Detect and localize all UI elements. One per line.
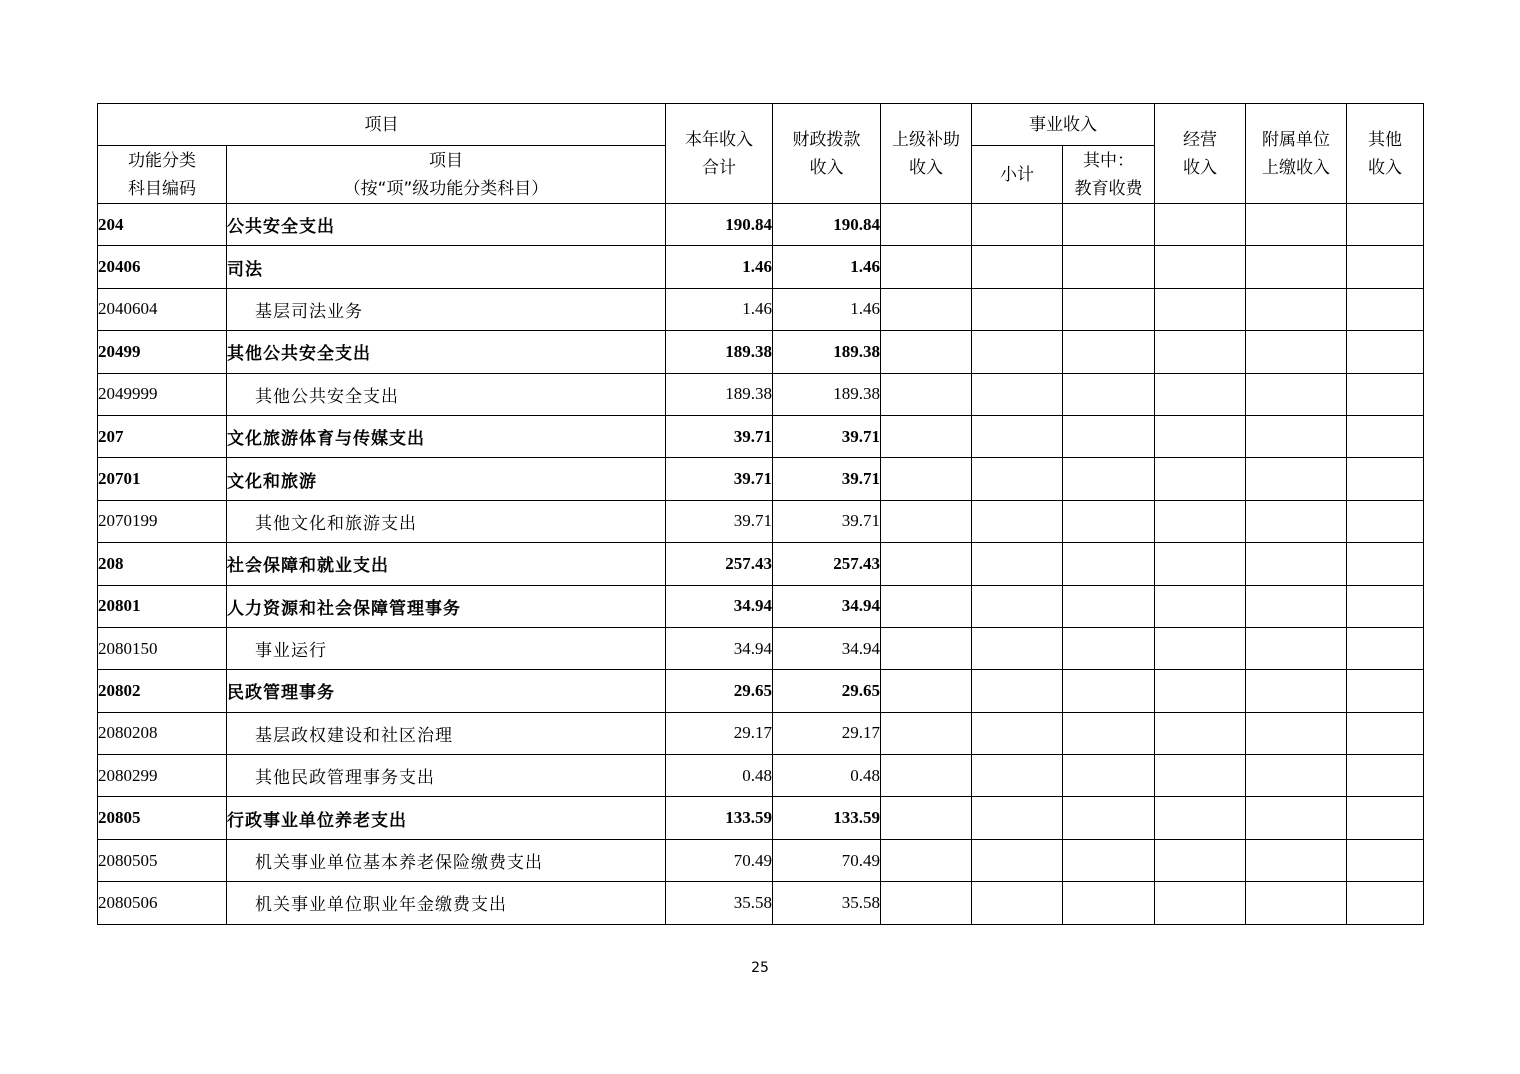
row-business-subtotal: [972, 204, 1063, 246]
row-name: 人力资源和社会保障管理事务: [227, 585, 666, 627]
row-superior: [881, 331, 972, 373]
row-fiscal: 35.58: [773, 882, 881, 924]
header-affiliated-line1: 附属单位: [1262, 129, 1330, 150]
row-fiscal: 34.94: [773, 585, 881, 627]
row-superior: [881, 755, 972, 797]
row-other: [1347, 712, 1424, 754]
row-affiliated: [1246, 712, 1347, 754]
row-affiliated: [1246, 288, 1347, 330]
row-operating: [1155, 204, 1246, 246]
row-other: [1347, 670, 1424, 712]
row-operating: [1155, 415, 1246, 457]
table-row: [98, 458, 1424, 500]
row-superior: [881, 797, 972, 839]
row-name: 社会保障和就业支出: [227, 543, 666, 585]
table-row: [98, 712, 1424, 754]
row-name: 其他公共安全支出: [227, 373, 666, 415]
table-row: [98, 543, 1424, 585]
row-affiliated: [1246, 458, 1347, 500]
row-business-subtotal: [972, 331, 1063, 373]
row-fiscal: 39.71: [773, 458, 881, 500]
row-name: 机关事业单位基本养老保险缴费支出: [227, 839, 666, 881]
row-operating: [1155, 670, 1246, 712]
row-code: 2049999: [98, 373, 227, 415]
row-superior: [881, 373, 972, 415]
row-affiliated: [1246, 839, 1347, 881]
header-total-line2: 合计: [702, 157, 736, 178]
header-item-line2: （按“项”级功能分类科目）: [343, 178, 549, 199]
row-operating: [1155, 458, 1246, 500]
row-business-edu: [1063, 288, 1155, 330]
row-other: [1347, 458, 1424, 500]
row-business-edu: [1063, 458, 1155, 500]
row-operating: [1155, 288, 1246, 330]
row-business-subtotal: [972, 543, 1063, 585]
header-other: [1347, 104, 1424, 204]
header-superior-line2: 收入: [909, 157, 943, 178]
row-business-edu: [1063, 882, 1155, 924]
row-affiliated: [1246, 543, 1347, 585]
row-other: [1347, 797, 1424, 839]
table-row: [98, 670, 1424, 712]
row-name: 文化和旅游: [227, 458, 666, 500]
row-name: 事业运行: [227, 627, 666, 669]
row-operating: [1155, 543, 1246, 585]
header-edu: [1063, 146, 1155, 204]
row-code: 2070199: [98, 500, 227, 542]
row-other: [1347, 755, 1424, 797]
row-name: 民政管理事务: [227, 670, 666, 712]
row-fiscal: 34.94: [773, 627, 881, 669]
row-code: 20499: [98, 331, 227, 373]
row-other: [1347, 500, 1424, 542]
row-operating: [1155, 246, 1246, 288]
row-business-subtotal: [972, 415, 1063, 457]
row-total: 189.38: [666, 373, 773, 415]
row-business-edu: [1063, 415, 1155, 457]
row-operating: [1155, 500, 1246, 542]
table-row: [98, 246, 1424, 288]
row-code: 20406: [98, 246, 227, 288]
table-row: [98, 839, 1424, 881]
row-business-edu: [1063, 373, 1155, 415]
row-operating: [1155, 585, 1246, 627]
row-superior: [881, 458, 972, 500]
row-business-subtotal: [972, 839, 1063, 881]
row-code: 2080505: [98, 839, 227, 881]
header-fiscal-line2: 收入: [809, 157, 844, 178]
row-total: 29.65: [666, 670, 773, 712]
row-code: 2080150: [98, 627, 227, 669]
table-row: [98, 415, 1424, 457]
row-name: 其他公共安全支出: [227, 331, 666, 373]
row-other: [1347, 543, 1424, 585]
row-other: [1347, 415, 1424, 457]
row-operating: [1155, 627, 1246, 669]
row-total: 0.48: [666, 755, 773, 797]
row-business-subtotal: [972, 712, 1063, 754]
row-business-edu: [1063, 246, 1155, 288]
row-operating: [1155, 712, 1246, 754]
header-edu-line1: 其中：: [1083, 150, 1134, 171]
row-business-subtotal: [972, 500, 1063, 542]
header-operating-line1: 经营: [1183, 129, 1217, 150]
row-business-edu: [1063, 755, 1155, 797]
row-code: 204: [98, 204, 227, 246]
row-code: 2080506: [98, 882, 227, 924]
row-fiscal: 0.48: [773, 755, 881, 797]
header-other-line1: 其他: [1368, 129, 1402, 150]
row-code: 208: [98, 543, 227, 585]
row-total: 189.38: [666, 331, 773, 373]
row-superior: [881, 882, 972, 924]
row-name: 其他民政管理事务支出: [227, 755, 666, 797]
row-total: 29.17: [666, 712, 773, 754]
row-affiliated: [1246, 373, 1347, 415]
row-name: 公共安全支出: [227, 204, 666, 246]
row-superior: [881, 670, 972, 712]
row-fiscal: 1.46: [773, 288, 881, 330]
row-superior: [881, 543, 972, 585]
row-code: 207: [98, 415, 227, 457]
row-name: 司法: [227, 246, 666, 288]
table-row: [98, 797, 1424, 839]
row-operating: [1155, 331, 1246, 373]
row-operating: [1155, 839, 1246, 881]
row-operating: [1155, 797, 1246, 839]
row-name: 机关事业单位职业年金缴费支出: [227, 882, 666, 924]
header-fiscal: [773, 104, 881, 204]
row-affiliated: [1246, 882, 1347, 924]
row-other: [1347, 246, 1424, 288]
table-row: [98, 500, 1424, 542]
header-operating-line2: 收入: [1183, 157, 1217, 178]
row-total: 133.59: [666, 797, 773, 839]
row-fiscal: 189.38: [773, 373, 881, 415]
row-other: [1347, 204, 1424, 246]
header-project: 项目: [98, 104, 666, 146]
row-other: [1347, 331, 1424, 373]
header-item-line1: 项目: [429, 150, 463, 171]
row-code: 20801: [98, 585, 227, 627]
row-total: 35.58: [666, 882, 773, 924]
row-affiliated: [1246, 755, 1347, 797]
row-business-subtotal: [972, 288, 1063, 330]
row-total: 1.46: [666, 246, 773, 288]
row-business-subtotal: [972, 246, 1063, 288]
row-affiliated: [1246, 415, 1347, 457]
header-subtotal: 小计: [972, 146, 1063, 204]
row-total: 1.46: [666, 288, 773, 330]
table-row: [98, 288, 1424, 330]
header-code-line1: 功能分类: [128, 150, 196, 171]
row-affiliated: [1246, 204, 1347, 246]
row-name: 行政事业单位养老支出: [227, 797, 666, 839]
table-row: [98, 204, 1424, 246]
row-total: 34.94: [666, 585, 773, 627]
row-name: 基层司法业务: [227, 288, 666, 330]
row-total: 39.71: [666, 415, 773, 457]
row-business-edu: [1063, 839, 1155, 881]
row-business-edu: [1063, 543, 1155, 585]
row-total: 39.71: [666, 458, 773, 500]
row-fiscal: 39.71: [773, 415, 881, 457]
row-operating: [1155, 882, 1246, 924]
row-code: 2080299: [98, 755, 227, 797]
row-affiliated: [1246, 797, 1347, 839]
row-superior: [881, 204, 972, 246]
row-code: 2040604: [98, 288, 227, 330]
table-row: [98, 755, 1424, 797]
header-code-line2: 科目编码: [128, 178, 196, 199]
row-other: [1347, 585, 1424, 627]
row-other: [1347, 882, 1424, 924]
row-superior: [881, 415, 972, 457]
row-business-subtotal: [972, 627, 1063, 669]
row-code: 20805: [98, 797, 227, 839]
row-superior: [881, 585, 972, 627]
header-affiliated: [1246, 104, 1347, 204]
row-business-edu: [1063, 331, 1155, 373]
row-superior: [881, 288, 972, 330]
row-fiscal: 39.71: [773, 500, 881, 542]
row-fiscal: 257.43: [773, 543, 881, 585]
row-superior: [881, 627, 972, 669]
row-fiscal: 29.17: [773, 712, 881, 754]
row-total: 39.71: [666, 500, 773, 542]
row-affiliated: [1246, 331, 1347, 373]
header-total: [666, 104, 773, 204]
row-affiliated: [1246, 246, 1347, 288]
table-row: [98, 627, 1424, 669]
row-business-subtotal: [972, 670, 1063, 712]
row-other: [1347, 373, 1424, 415]
row-total: 70.49: [666, 839, 773, 881]
row-business-edu: [1063, 204, 1155, 246]
row-operating: [1155, 755, 1246, 797]
row-business-subtotal: [972, 585, 1063, 627]
row-superior: [881, 712, 972, 754]
row-name: 文化旅游体育与传媒支出: [227, 415, 666, 457]
header-superior-line1: 上级补助: [892, 129, 960, 150]
row-business-edu: [1063, 712, 1155, 754]
header-item: [227, 146, 666, 204]
row-total: 257.43: [666, 543, 773, 585]
row-fiscal: 190.84: [773, 204, 881, 246]
row-total: 34.94: [666, 627, 773, 669]
row-other: [1347, 288, 1424, 330]
row-fiscal: 1.46: [773, 246, 881, 288]
header-total-line1: 本年收入: [685, 129, 753, 150]
table-row: [98, 373, 1424, 415]
income-table: [97, 103, 1424, 925]
row-fiscal: 29.65: [773, 670, 881, 712]
row-business-subtotal: [972, 882, 1063, 924]
row-fiscal: 133.59: [773, 797, 881, 839]
row-operating: [1155, 373, 1246, 415]
row-affiliated: [1246, 585, 1347, 627]
header-code: [98, 146, 227, 204]
header-fiscal-line1: 财政拨款: [792, 129, 861, 150]
row-affiliated: [1246, 500, 1347, 542]
row-code: 20701: [98, 458, 227, 500]
row-business-edu: [1063, 500, 1155, 542]
row-superior: [881, 246, 972, 288]
table-row: [98, 882, 1424, 924]
header-superior: [881, 104, 972, 204]
page-number: 25: [751, 960, 769, 976]
row-business-edu: [1063, 627, 1155, 669]
row-other: [1347, 627, 1424, 669]
row-total: 190.84: [666, 204, 773, 246]
row-business-subtotal: [972, 373, 1063, 415]
header-business: 事业收入: [972, 104, 1155, 146]
row-business-subtotal: [972, 755, 1063, 797]
row-name: 其他文化和旅游支出: [227, 500, 666, 542]
row-fiscal: 189.38: [773, 331, 881, 373]
header-operating: [1155, 104, 1246, 204]
row-business-edu: [1063, 670, 1155, 712]
table-row: [98, 585, 1424, 627]
header-other-line2: 收入: [1368, 157, 1402, 178]
row-superior: [881, 839, 972, 881]
row-affiliated: [1246, 670, 1347, 712]
row-business-subtotal: [972, 797, 1063, 839]
table-body: [98, 204, 1424, 925]
header-edu-line2: 教育收费: [1074, 178, 1143, 199]
table-row: [98, 331, 1424, 373]
row-business-edu: [1063, 797, 1155, 839]
row-name: 基层政权建设和社区治理: [227, 712, 666, 754]
row-affiliated: [1246, 627, 1347, 669]
row-other: [1347, 839, 1424, 881]
row-code: 20802: [98, 670, 227, 712]
row-superior: [881, 500, 972, 542]
row-code: 2080208: [98, 712, 227, 754]
header-affiliated-line2: 上缴收入: [1262, 157, 1330, 178]
row-fiscal: 70.49: [773, 839, 881, 881]
row-business-edu: [1063, 585, 1155, 627]
row-business-subtotal: [972, 458, 1063, 500]
